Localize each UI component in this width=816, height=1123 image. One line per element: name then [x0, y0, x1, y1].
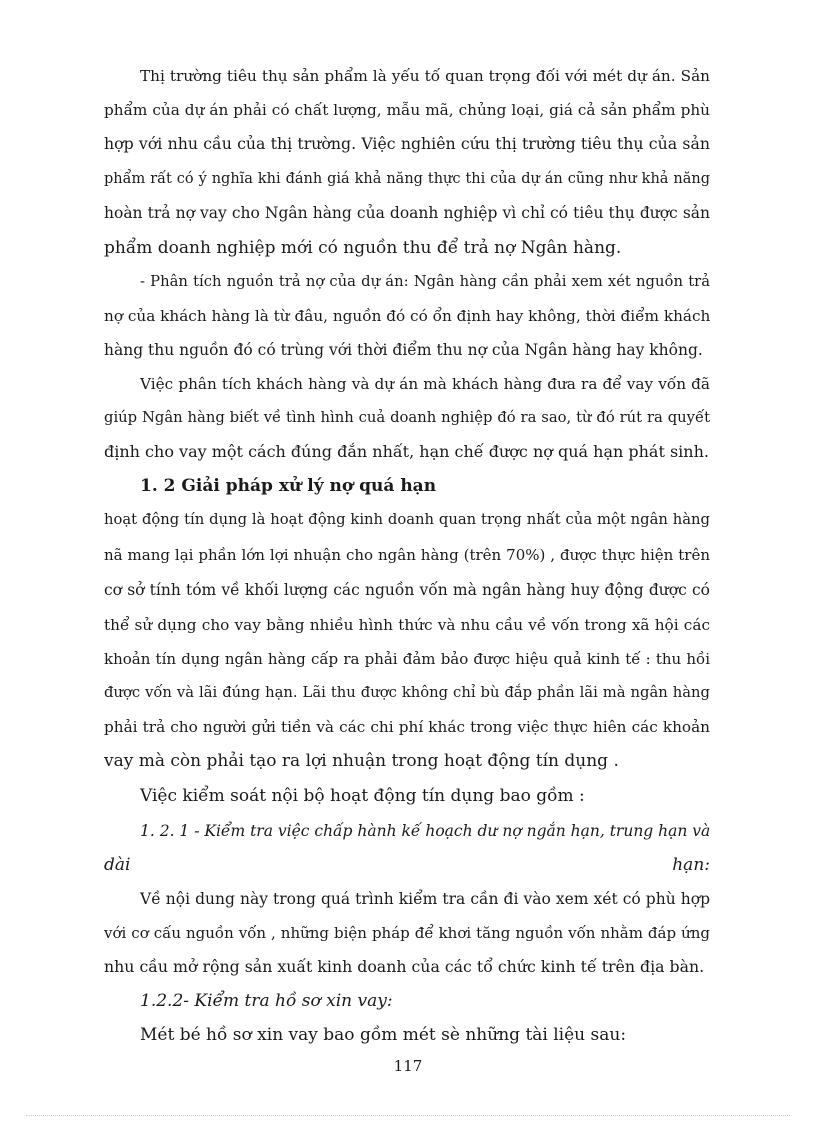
paragraph-line: được vốn và lãi đúng hạn. Lãi thu được không chỉ bù đắp phần lãi mà ngân hàng: [104, 684, 710, 701]
paragraph-line: hoàn trả nợ vay cho Ngân hàng của doanh nghiệp vì chỉ có tiêu thụ được sản: [104, 204, 710, 222]
subsection-heading-continuation: dài hạn:: [104, 855, 710, 875]
paragraph-line: khoản tín dụng ngân hàng cấp ra phải đảm bảo được hiệu quả kinh tế : thu hồi: [104, 650, 710, 668]
paragraph-line: vay mà còn phải tạo ra lợi nhuận trong hoạt động tín dụng .: [104, 751, 619, 771]
paragraph-line: hoạt động tín dụng là hoạt động kinh doanh quan trọng nhất của một ngân hàng: [104, 511, 710, 528]
paragraph-line: nã mang lại phần lớn lợi nhuận cho ngân hàng (trên 70%) , được thực hiện trên: [104, 546, 710, 564]
paragraph-line: nợ của khách hàng là từ đâu, nguồn đó có ổn định hay không, thời điểm khách: [104, 307, 711, 325]
paragraph-line: hàng thu nguồn đó có trùng với thời điểm thu nợ của Ngân hàng hay không.: [104, 341, 703, 359]
paragraph-line: phẩm rất có ý nghĩa khi đánh giá khả năng thực thi của dự án cũng như khả năng: [104, 171, 710, 187]
paragraph-line: thể sử dụng cho vay bằng nhiều hình thức và nhu cầu về vốn trong xã hội các: [104, 616, 710, 634]
paragraph-line: cơ sở tính tóm về khối lượng các nguồn vốn mà ngân hàng huy động được có: [104, 581, 710, 599]
paragraph-line: phẩm doanh nghiệp mới có nguồn thu để trả nợ Ngân hàng.: [104, 238, 622, 258]
paragraph-line: định cho vay một cách đúng đắn nhất, hạn chế được nợ quá hạn phát sinh.: [104, 442, 709, 461]
paragraph-line: Việc phân tích khách hàng và dự án mà khách hàng đưa ra để vay vốn đã: [140, 375, 710, 393]
section-heading: 1. 2 Giải pháp xử lý nợ quá hạn: [140, 476, 437, 496]
paragraph-line: Thị trường tiêu thụ sản phẩm là yếu tố quan trọng đối với mét dự án. Sản: [140, 67, 710, 85]
paragraph-line: - Phân tích nguồn trả nợ của dự án: Ngân hàng cần phải xem xét nguồn trả: [140, 273, 710, 290]
footer-divider: [26, 1115, 790, 1116]
paragraph-line: phẩm của dự án phải có chất lượng, mẫu mã, chủng loại, giá cả sản phẩm phù: [104, 101, 710, 119]
paragraph-line: giúp Ngân hàng biết về tình hình cuả doanh nghiệp đó ra sao, từ đó rút ra quyết: [104, 409, 710, 426]
subsection-heading: 1.2.2- Kiểm tra hồ sơ xin vay:: [140, 991, 393, 1011]
paragraph-line: hợp với nhu cầu của thị trường. Việc nghiên cứu thị trường tiêu thụ của sản: [104, 134, 710, 153]
page-number: 117: [393, 1057, 423, 1075]
subsection-heading: 1. 2. 1 - Kiểm tra việc chấp hành kế hoạch dư nợ ngắn hạn, trung hạn và: [140, 822, 711, 840]
paragraph-line: Về nội dung này trong quá trình kiểm tra cần đi vào xem xét có phù hợp: [140, 890, 710, 908]
paragraph-line: Việc kiểm soát nội bộ hoạt động tín dụng bao gồm :: [140, 786, 585, 806]
paragraph-line: phải trả cho người gửi tiền và các chi phí khác trong việc thực hiên các khoản: [104, 718, 710, 736]
paragraph-line: Mét bé hồ sơ xin vay bao gồm mét sè những tài liệu sau:: [140, 1025, 627, 1045]
paragraph-line: nhu cầu mở rộng sản xuất kinh doanh của các tổ chức kinh tế trên địa bàn.: [104, 957, 705, 976]
paragraph-line: với cơ cấu nguồn vốn , những biện pháp để khơi tăng nguồn vốn nhằm đáp ứng: [104, 924, 710, 942]
